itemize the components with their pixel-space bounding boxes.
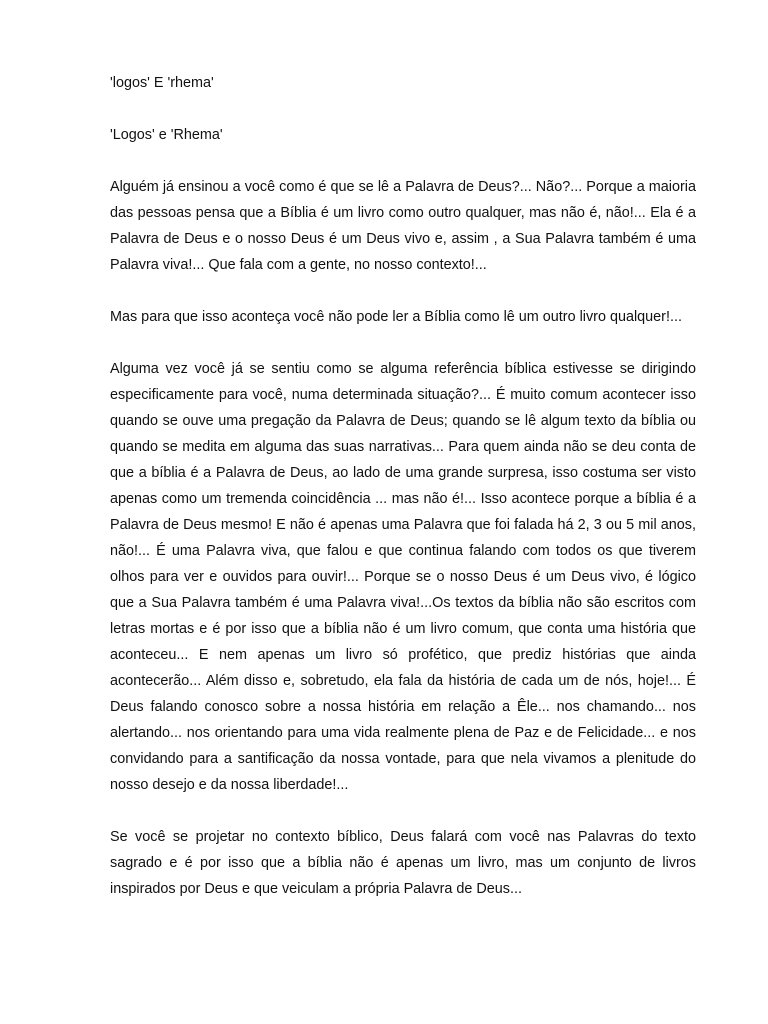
paragraph-4: Se você se projetar no contexto bíblico, Deus falará com você nas Palavras do texto sagrado e é por isso que a bíblia não é apenas um livro, mas um conjunto de livros inspirados por Deus e que veiculam a própria Palavra de Deus... — [110, 829, 696, 897]
document-page — [110, 70, 696, 928]
paragraph-3: Alguma vez você já se sentiu como se alguma referência bíblica estivesse se dirigindo especificamente para você, numa determinada situação?... É muito comum acontecer isso quando se ouve uma pregação da Palavra de Deus; quando se lê algum texto da bíblia ou quando se medita em alguma das suas narrativas... Para quem ainda não se deu conta de que a bíblia é a Palavra de Deus, ao lado de uma grande surpresa, isso costuma ser visto apenas como um tremenda coincidência ... mas não é!... Isso acontece porque a bíblia é a Palavra de Deus mesmo! E não é apenas uma Palavra que foi falada há 2, 3 ou 5 mil anos, não!... É uma Palavra viva, que falou e que continua falando com todos os que tiverem olhos para ver e ouvidos para ouvir!... Porque se o nosso Deus é um Deus vivo, é lógico que a Sua Palavra também é uma Palavra viva!...Os textos da bíblia não são escritos com letras mortas e é por isso que a bíblia não é um livro comum, que conta uma história que aconteceu... E nem apenas um livro só profético, que prediz histórias que ainda acontecerão... Além disso e, sobretudo, ela fala da história de cada um de nós, hoje!... É Deus falando conosco sobre a nossa história em relação a Êle... nos chamando... nos alertando... nos orientando para uma vida realmente plena de Paz e de Felicidade... e nos convidando para a santificação da nossa vontade, para que nela vivamos a plenitude do nosso desejo e da nossa liberdade!... — [110, 361, 696, 793]
document-title: 'logos' E 'rhema' — [110, 75, 214, 91]
paragraph-2: Mas para que isso aconteça você não pode ler a Bíblia como lê um outro livro qualquer!... — [110, 309, 682, 325]
paragraph-1: Alguém já ensinou a você como é que se lê a Palavra de Deus?... Não?... Porque a maioria das pessoas pensa que a Bíblia é um livro como outro qualquer, mas não é, não!... Ela é a Palavra de Deus e o nosso Deus é um Deus vivo e, assim , a Sua Palavra também é uma Palavra viva!... Que fala com a gente, no nosso contexto!... — [110, 179, 696, 273]
document-subtitle: 'Logos' e 'Rhema' — [110, 127, 223, 143]
